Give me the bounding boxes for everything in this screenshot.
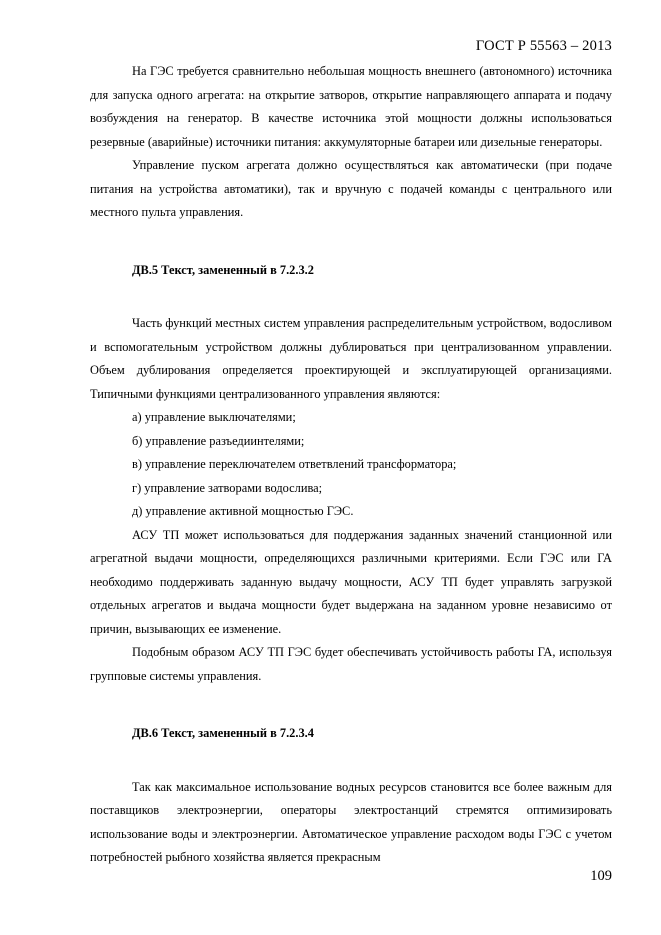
section-heading: ДВ.5 Текст, замененный в 7.2.3.2 (132, 262, 314, 277)
list-item: д) управление активной мощностью ГЭС. (132, 504, 354, 518)
document-body (90, 60, 612, 870)
paragraph: Подобным образом АСУ ТП ГЭС будет обеспечивать устойчивость работы ГА, используя групповые системы управления. (90, 645, 612, 683)
list-item: в) управление переключателем ответвлений трансформатора; (132, 457, 457, 471)
page-number: 109 (590, 868, 612, 884)
list-item: а) управление выключателями; (132, 410, 296, 424)
list-item: б) управление разъедиинтелями; (132, 433, 305, 448)
standard-header: ГОСТ Р 55563 – 2013 (475, 38, 612, 54)
paragraph: АСУ ТП может использоваться для поддержания заданных значений станционной или агрегатной выдачи мощности, определяющихся различными критериями. Если ГЭС или ГА необходимо поддерживать заданную выдачу мощности, АСУ ТП будет управлять загрузкой отдельных агрегатов и выдача мощности будет выдержана на заданном уровне независимо от причин, вызывающих ее изменение. (90, 527, 612, 636)
section-heading: ДВ.6 Текст, замененный в 7.2.3.4 (132, 726, 314, 740)
paragraph: Управление пуском агрегата должно осуществляться как автоматически (при подаче питания на устройства автоматики), так и вручную с подачей команды с центрального или местного пульта управления. (90, 158, 612, 219)
paragraph: Часть функций местных систем управления распределительным устройством, водосливом и вспомогательным устройством должны дублироваться при централизованном управлении. Объем дублирования определяется проектирующей и эксплуатирующей организациями. Типичными функциями централизованного управления являются: (90, 316, 612, 401)
paragraph: Так как максимальное использование водных ресурсов становится все более важным для поставщиков электроэнергии, операторы электростанций стремятся оптимизировать использование воды и электроэнергии. Автоматическое управление расходом воды ГЭС с учетом потребностей рыбного хозяйства является прекрасным (90, 779, 612, 864)
list-item: г) управление затворами водослива; (132, 480, 323, 495)
paragraph: На ГЭС требуется сравнительно небольшая мощность внешнего (автономного) источника для запуска одного агрегата: на открытие затворов, открытие направляющего аппарата и подачу возбуждения на генератор. В качестве источника этой мощности должны использоваться резервные (аварийные) источники питания: аккумуляторные батареи или дизельные генераторы. (90, 64, 612, 149)
